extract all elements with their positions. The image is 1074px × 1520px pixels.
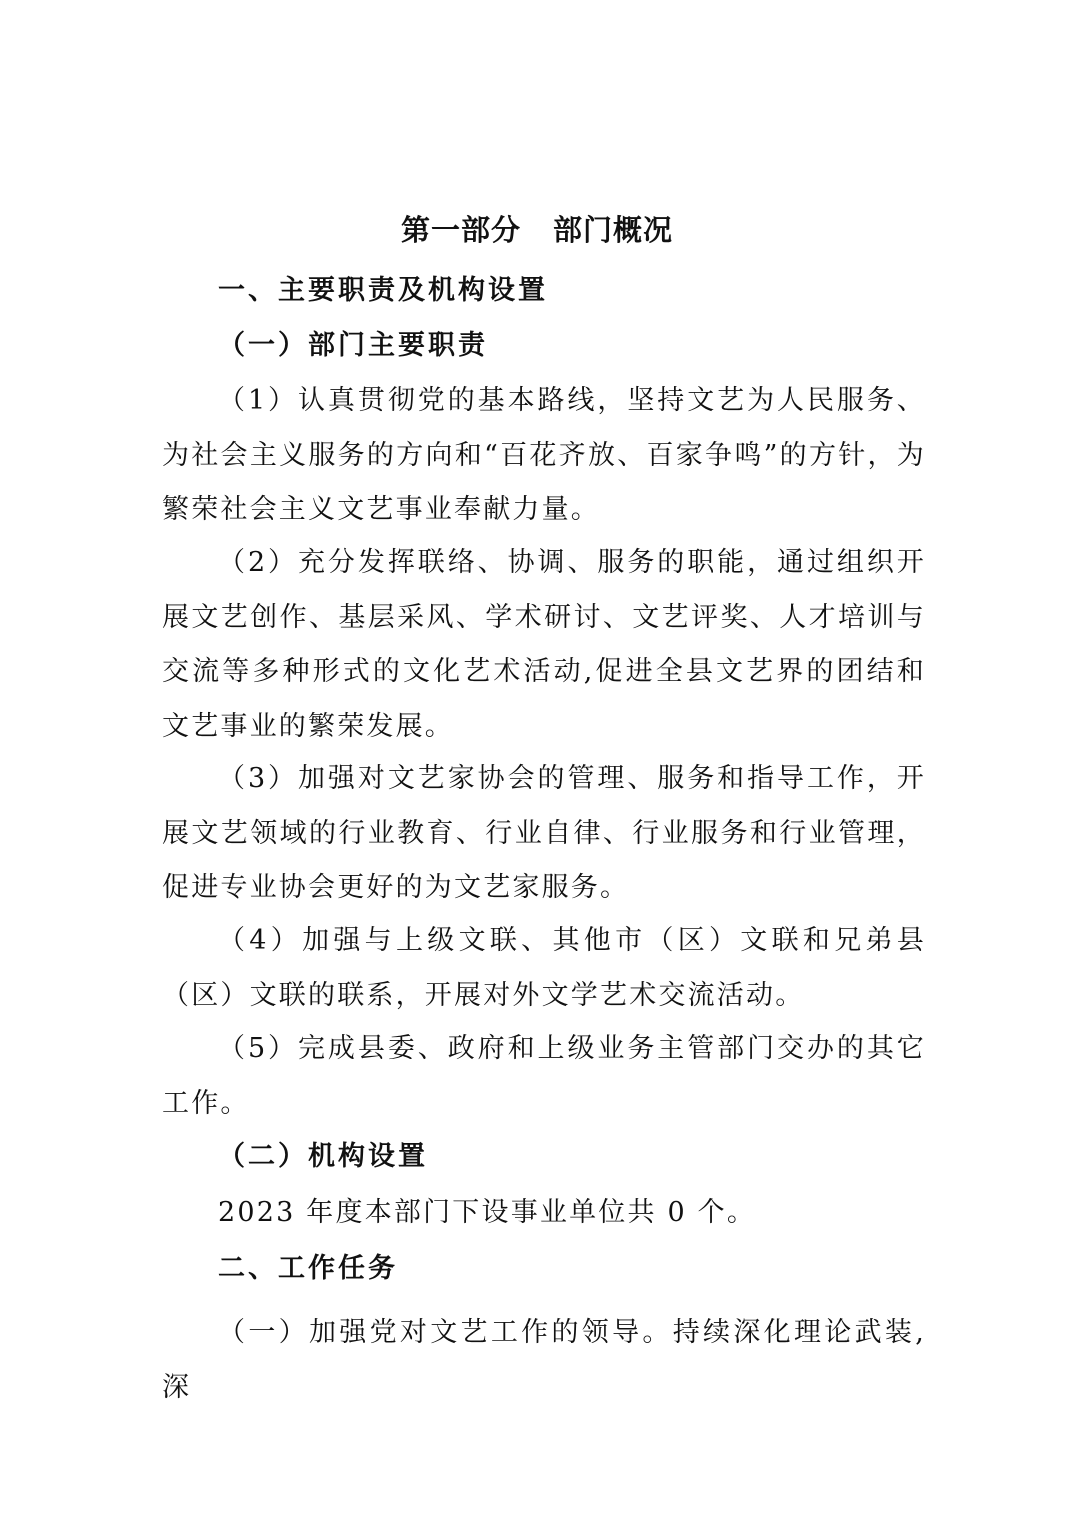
duty-paragraph-5: （5）完成县委、政府和上级业务主管部门交办的其它工作。 bbox=[162, 1033, 926, 1119]
section-heading-duties-structure: 一、主要职责及机构设置 bbox=[218, 275, 548, 306]
duty-paragraph-4: （4）加强与上级文联、其他市（区）文联和兄弟县（区）文联的联系，开展对外文学艺术交流活动。 bbox=[162, 925, 926, 1011]
title-name: 部门概况 bbox=[553, 213, 674, 247]
task-paragraph: （一）加强党对文艺工作的领导。持续深化理论武装,深 bbox=[162, 1317, 926, 1403]
duty-paragraph-1: （1）认真贯彻党的基本路线，坚持文艺为人民服务、为社会主义服务的方向和“百花齐放、百家争鸣”的方针，为繁荣社会主义文艺事业奉献力量。 bbox=[162, 385, 926, 526]
page-title bbox=[0, 205, 1074, 255]
subsection-heading-duties: （一）部门主要职责 bbox=[218, 330, 488, 361]
title-part: 第一部分 bbox=[400, 213, 521, 247]
institution-paragraph: 2023 年度本部门下设事业单位共 0 个。 bbox=[218, 1197, 757, 1228]
section-heading-tasks: 二、工作任务 bbox=[218, 1253, 398, 1284]
duty-paragraph-3: （3）加强对文艺家协会的管理、服务和指导工作，开展文艺领域的行业教育、行业自律、行业服务和行业管理，促进专业协会更好的为文艺家服务。 bbox=[162, 763, 926, 904]
duty-paragraph-2: （2）充分发挥联络、协调、服务的职能，通过组织开展文艺创作、基层采风、学术研讨、文艺评奖、人才培训与交流等多种形式的文化艺术活动,促进全县文艺界的团结和文艺事业的繁荣发展。 bbox=[162, 547, 926, 742]
subsection-heading-structure: （二）机构设置 bbox=[218, 1141, 428, 1172]
